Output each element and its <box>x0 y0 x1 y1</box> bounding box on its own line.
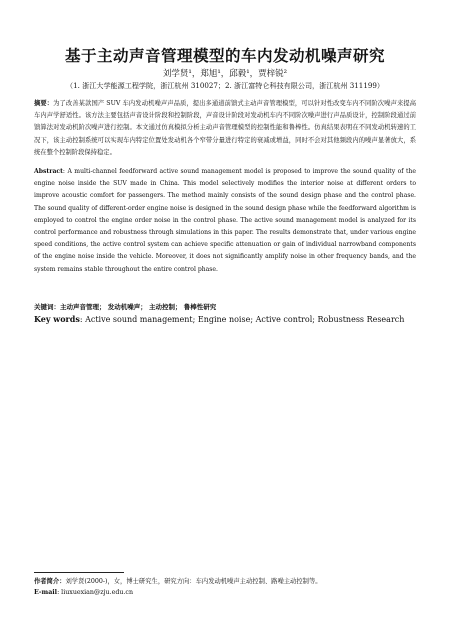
keywords-cn-text: 主动声音管理； 发动机噪声； 主动控制； 鲁棒性研究 <box>60 303 217 311</box>
paper-title: 基于主动声音管理模型的车内发动机噪声研究 <box>64 47 385 65</box>
footnote-author-info <box>34 576 416 587</box>
abstract-chinese <box>34 98 416 159</box>
abstract-en-text: A multi-channel feedforward active sound management model is proposed to improve the sound quality of the engine noise inside the SUV made in China. This model selectively modifies the interior noise at different orders to improve acoustic comfort for passengers. The method mainly consists of the sound design phase and the control phase. The sound quality of different-order engine noise is designed in the sound design phase while the feedforward algorithm is employed to control the engine order noise in the control phase. The active sound management model is analyzed for its control performance and robustness through simulations in this paper. The results demonstrate that, under various engine speed conditions, the active control system can achieve specific attenuation or gain of individual narrowband components of the engine noise inside the vehicle. Moreover, it does not significantly amplify noise in other frequency bands, and the system remains stable throughout the entire control phase. <box>34 168 416 273</box>
footnote-author-label: 作者简介： <box>34 578 66 585</box>
keywords-english <box>34 314 416 324</box>
footnote-email-text: : liuxuexian@zju.edu.cn <box>57 589 133 596</box>
keywords-en-text: : Active sound management; Engine noise; Active control; Robustness Research <box>79 315 405 324</box>
footnote <box>34 576 416 598</box>
footnote-email <box>34 587 416 598</box>
footnote-divider <box>34 572 124 573</box>
footnote-author-text: 刘学贤(2000-)，女，博士研究生，研究方向：车内发动机噪声主动控制、路噪主动控制等。 <box>65 578 322 585</box>
footnote-email-label: E-mail <box>34 589 58 596</box>
abstract-en-label: Abstract <box>34 168 63 175</box>
keywords-en-label: Key words <box>34 314 80 324</box>
abstract-cn-label: 摘要： <box>34 100 54 107</box>
author-list: 刘学贤¹，郑旭¹，邱毅¹，贾梓锐² <box>162 69 288 79</box>
keywords-chinese <box>34 302 416 311</box>
abstract-english: Abstract: A multi-channel feedforward active sound management model is proposed to improve the sound quality of the engine noise inside the SUV made in China. This model selectively modifies the interior noise at different orders to improve acoustic comfort for passengers. The method mainly consists of the sound design phase and the control phase. The sound quality of different-order engine noise is designed in the sound design phase while the feedforward algorithm is employed to control the engine order noise in the control phase. The active sound management model is analyzed for its control performance and robustness through simulations in this paper. The results demonstrate that, under various engine speed conditions, the active control system can achieve specific attenuation or gain of individual narrowband components of the engine noise inside the vehicle. Moreover, it does not significantly amplify noise in other frequency bands, and the system remains stable throughout the entire control phase. <box>34 168 416 273</box>
keywords-cn-label: 关键词： <box>34 303 60 311</box>
abstract-cn-text: 为了改善某款国产 SUV 车内发动机噪声声品质，提出多通道前馈式主动声音管理模型，可以针对性改变车内不同阶次噪声来提高车内声学舒适性。该方法主要包括声音设计阶段和控制阶段，声音设计阶段对发动机车内不同阶次噪声进行声品质设计，控制阶段通过前馈算法对发动机阶次噪声进行控制。本文通过仿真模拟分析主动声音管理模型的控制性能和鲁棒性。仿真结果表明在不同发动机转速的工况下，该主动控制系统可以实现车内特定位置处发动机各个窄带分量进行特定的衰减或增益，同时不会对其他频段内的噪声显著放大，系统在整个控制阶段保持稳定。 <box>34 100 417 156</box>
affiliation-line: （1. 浙江大学能源工程学院，浙江杭州 310027；2. 浙江富特仑科技有限公司，浙江杭州 311199） <box>66 81 384 90</box>
